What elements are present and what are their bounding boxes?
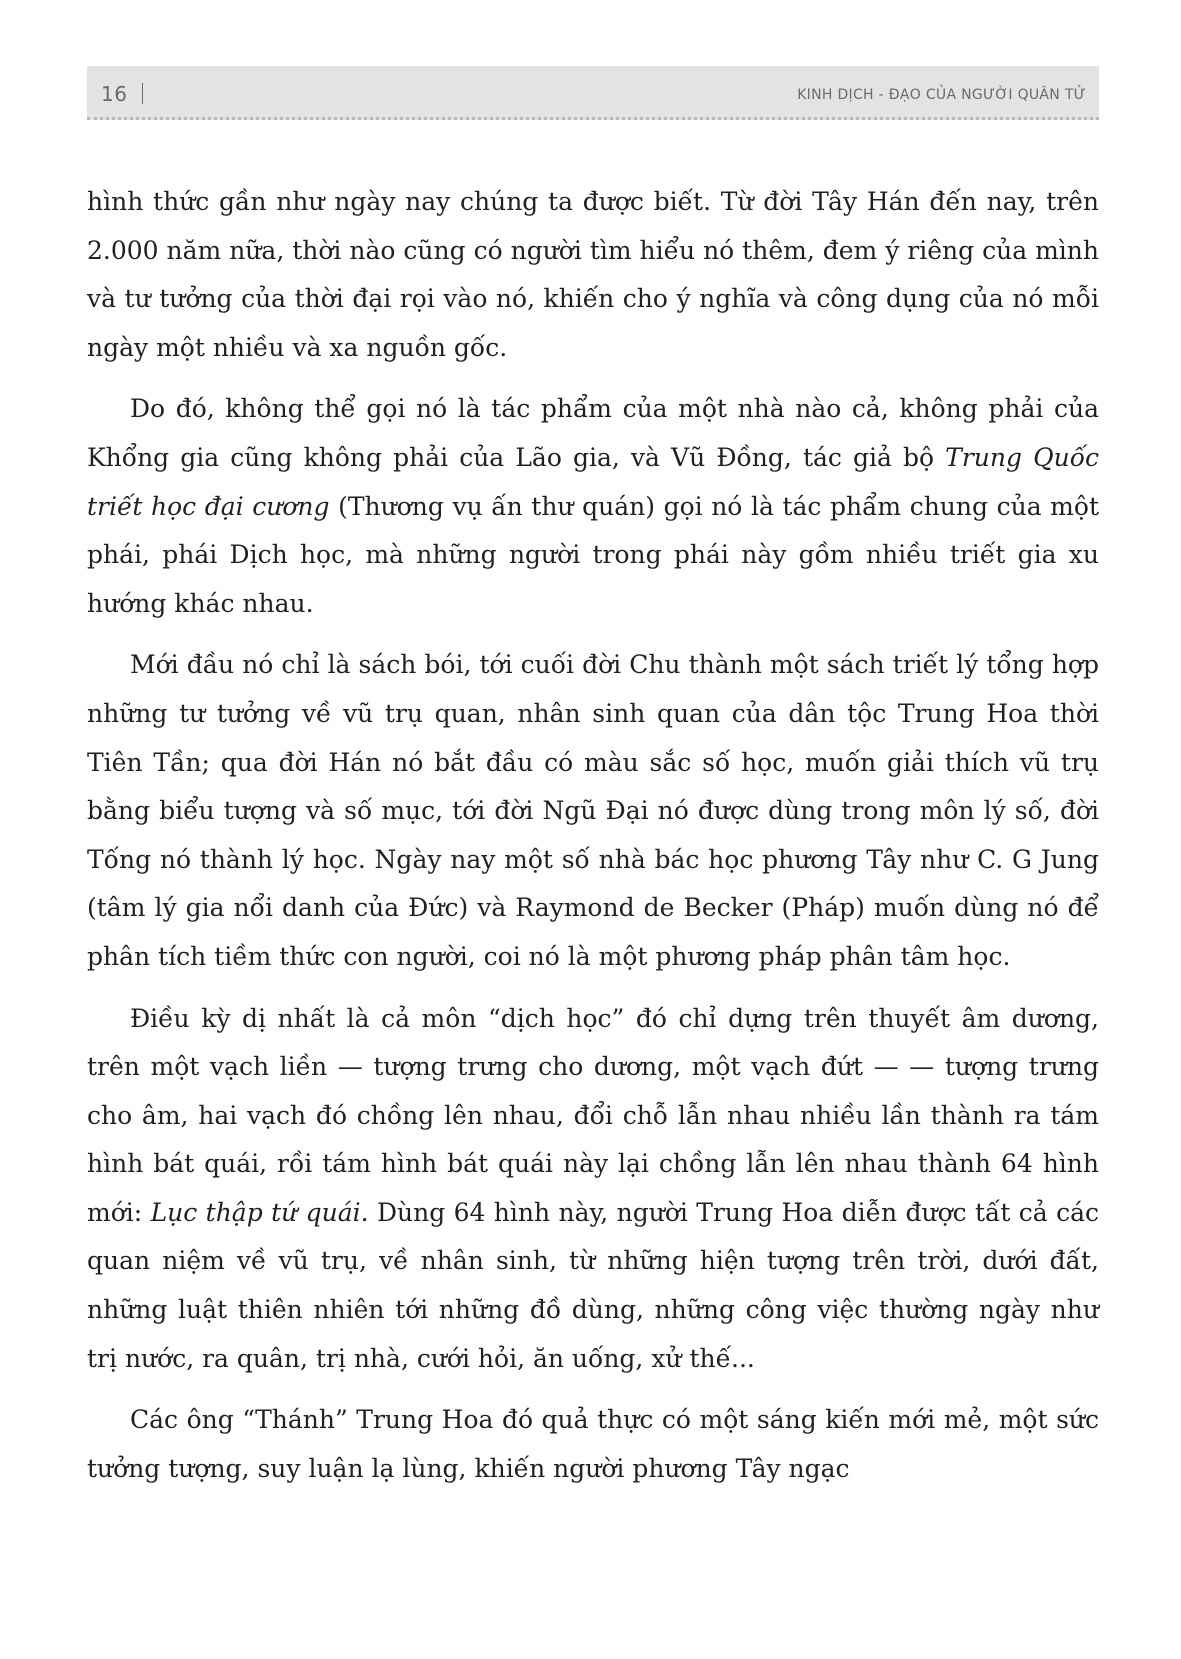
running-header bbox=[87, 66, 1099, 120]
text-run: hình thức gần như ngày nay chúng ta được biết. Từ đời Tây Hán đến nay, trên 2.000 năm nữa, thời nào cũng có người tìm hiểu nó thêm, đem ý riêng của mình và tư tưởng của thời đại rọi vào nó, khiến cho ý nghĩa và công dụng của nó mỗi ngày một nhiều và xa nguồn gốc. bbox=[87, 187, 1099, 362]
header-divider bbox=[142, 83, 143, 104]
paragraph bbox=[87, 641, 1099, 981]
text-run: Điều kỳ dị nhất là cả môn “dịch học” đó chỉ dựng trên thuyết âm dương, trên một vạch liền — tượng trưng cho dương, một vạch đứt — — tượng trưng cho âm, hai vạch đó chồng lên nhau, đổi chỗ lẫn nhau nhiều lần thành ra tám hình bát quái, rồi tám hình bát quái này lại chồng lẫn lên nhau thành 64 hình mới: bbox=[87, 1003, 1099, 1227]
term-italic: Lục thập tứ quái. bbox=[150, 1197, 369, 1227]
running-title: KINH DỊCH - ĐẠO CỦA NGƯỜI QUÂN TỬ bbox=[797, 87, 1086, 103]
text-run: Do đó, không thể gọi nó là tác phẩm của một nhà nào cả, không phải của Khổng gia cũng không phải của Lão gia, và Vũ Đồng, tác giả bộ bbox=[87, 394, 1099, 472]
page-number: 16 bbox=[101, 82, 128, 106]
text-run: Dùng 64 hình này, người Trung Hoa diễn được tất cả các quan niệm về vũ trụ, về nhân sinh, từ những hiện tượng trên trời, dưới đất, những luật thiên nhiên tới những đồ dùng, những công việc thường ngày như trị nước, ra quân, trị nhà, cưới hỏi, ăn uống, xử thế... bbox=[87, 1197, 1099, 1373]
paragraph bbox=[87, 385, 1099, 628]
paragraph bbox=[87, 1396, 1099, 1493]
paragraph bbox=[87, 178, 1099, 372]
paragraph bbox=[87, 995, 1099, 1384]
text-run: (Thương vụ ấn thư quán) gọi nó là tác phẩm chung của một phái, phái Dịch học, mà những người trong phái này gồm nhiều triết gia xu hướng khác nhau. bbox=[87, 491, 1099, 618]
text-run: Các ông “Thánh” Trung Hoa đó quả thực có một sáng kiến mới mẻ, một sức tưởng tượng, suy luận lạ lùng, khiến người phương Tây ngạc bbox=[87, 1405, 1099, 1483]
body-text bbox=[87, 178, 1099, 1506]
text-run: Mới đầu nó chỉ là sách bói, tới cuối đời Chu thành một sách triết lý tổng hợp những tư tưởng về vũ trụ quan, nhân sinh quan của dân tộc Trung Hoa thời Tiên Tần; qua đời Hán nó bắt đầu có màu sắc số học, muốn giải thích vũ trụ bằng biểu tượng và số mục, tới đời Ngũ Đại nó được dùng trong môn lý số, đời Tống nó thành lý học. Ngày nay một số nhà bác học phương Tây như C. G Jung (tâm lý gia nổi danh của Đức) và Raymond de Becker (Pháp) muốn dùng nó để phân tích tiềm thức con người, coi nó là một phương pháp phân tâm học. bbox=[87, 650, 1099, 971]
book-title-italic: Trung Quốc triết học đại cương bbox=[87, 442, 1099, 521]
